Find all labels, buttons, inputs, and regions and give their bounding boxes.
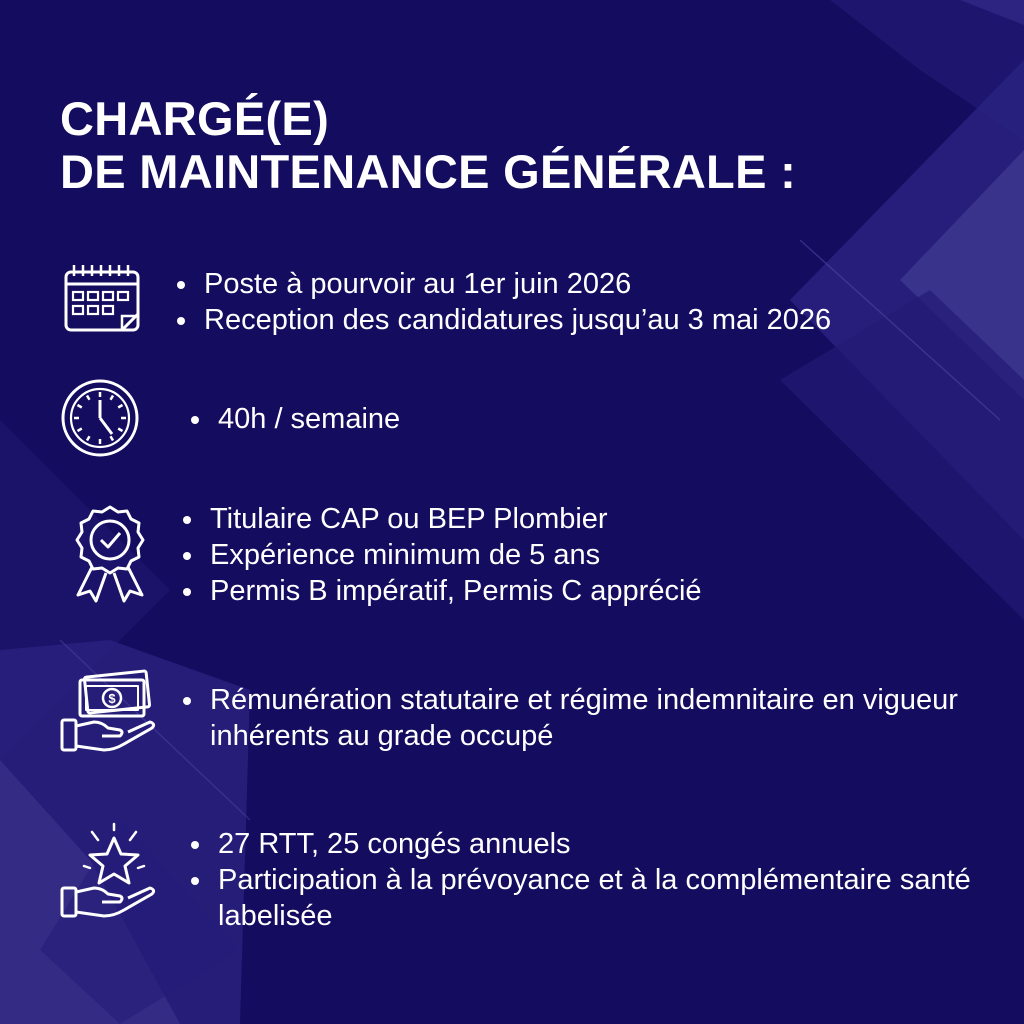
section-dates-list [172, 266, 831, 338]
money-hand-icon [58, 668, 158, 754]
list-item: • Reception des candidatures jusqu’au 3 mai 2026 [200, 302, 831, 338]
title-line-2: DE MAINTENANCE GÉNÉRALE : [60, 145, 797, 198]
list-item: • Expérience minimum de 5 ans [206, 537, 702, 573]
clock-icon [60, 378, 140, 458]
list-item: • 27 RTT, 25 congés annuels [214, 826, 1024, 862]
list-item: • Participation à la prévoyance et à la complémentaire santé labelisée [214, 862, 1024, 934]
svg-text:$: $ [108, 691, 116, 706]
star-hand-icon [58, 822, 158, 922]
list-item: • 40h / semaine [214, 401, 400, 437]
list-item: • Poste à pourvoir au 1er juin 2026 [200, 266, 831, 302]
award-badge-icon [70, 503, 150, 603]
list-item: • Rémunération statutaire et régime indemnitaire en vigueur inhérents au grade occupé [206, 682, 1006, 754]
title-line-1: CHARGÉ(E) [60, 92, 330, 145]
list-item: • Titulaire CAP ou BEP Plombier [206, 501, 702, 537]
section-salary-list [178, 682, 1006, 754]
list-item: • Permis B impératif, Permis C apprécié [206, 573, 702, 609]
section-requirements-list [178, 501, 702, 609]
page-title [60, 92, 796, 198]
section-benefits-list [186, 826, 1024, 934]
calendar-icon [60, 262, 144, 334]
section-hours-list [186, 401, 400, 437]
